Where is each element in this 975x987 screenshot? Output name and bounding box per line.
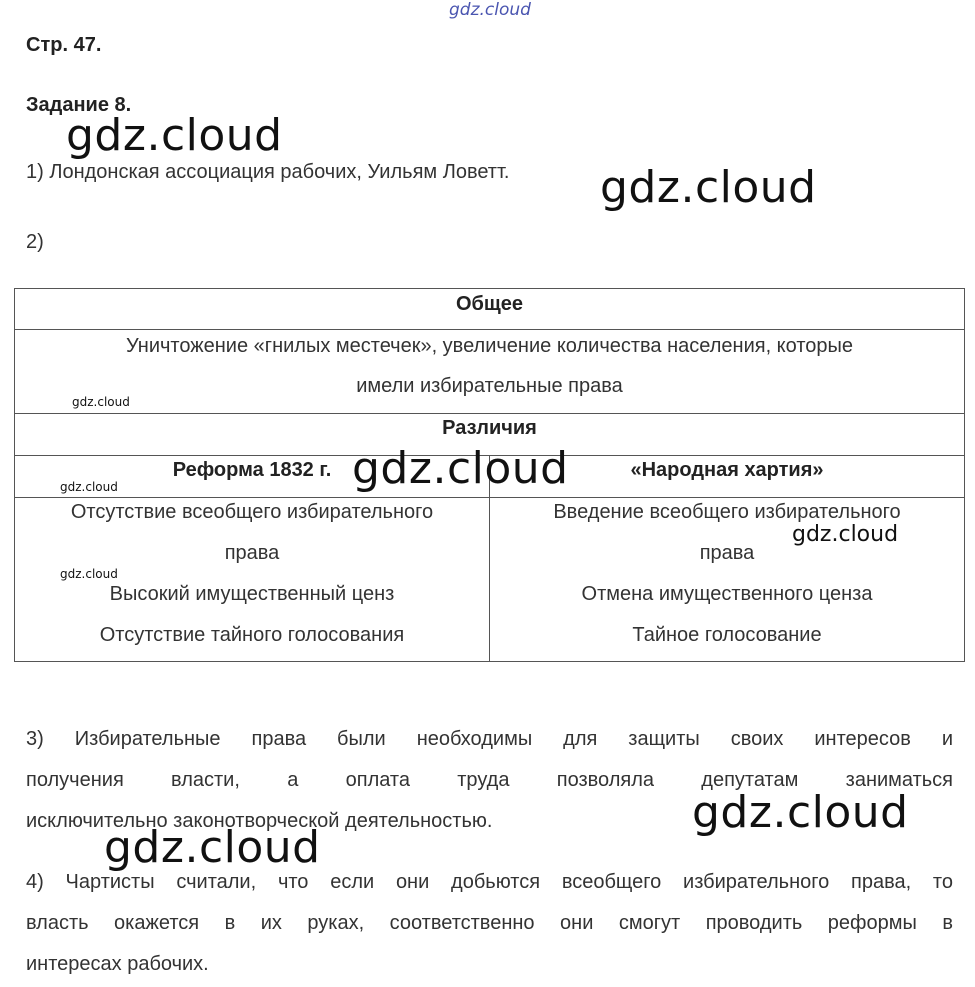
reform-cell-1a: Отсутствие всеобщего избирательного <box>70 501 434 523</box>
watermark: gdz.cloud <box>60 480 118 494</box>
watermark: gdz.cloud <box>72 395 130 409</box>
answer-1: 1) Лондонская ассоциация рабочих, Уильям Ловетт. <box>26 161 510 183</box>
col-header-reform-1832: Реформа 1832 г. <box>172 459 332 481</box>
col-header-peoples-charter: «Народная хартия» <box>630 459 824 481</box>
common-text-line-1: Уничтожение «гнилых местечек», увеличение количества населения, которые <box>125 335 854 357</box>
reform-cell-2: Высокий имущественный ценз <box>109 583 395 605</box>
answer-4-line-1: 4) Чартисты считали, что если они добьются всеобщего избирательного права, то <box>26 871 953 893</box>
answer-4 <box>26 862 953 985</box>
watermark: gdz.cloud <box>792 522 899 547</box>
answer-4-line-2: власть окажется в их руках, соответственно они смогут проводить реформы в <box>26 912 953 934</box>
answer-4-line-3: интересах рабочих. <box>26 953 209 975</box>
answer-3-line-1: 3) Избирательные права были необходимы для защиты своих интересов и <box>26 728 953 750</box>
charter-cell-1b: права <box>699 542 755 564</box>
charter-cell-3: Тайное голосование <box>632 624 822 646</box>
watermark: gdz.cloud <box>600 162 817 213</box>
common-header: Общее <box>455 293 524 315</box>
task-title: Задание 8. <box>26 94 132 116</box>
reform-cell-1b: права <box>224 542 280 564</box>
answer-2-label: 2) <box>26 231 44 253</box>
charter-cell-1a: Введение всеобщего избирательного <box>553 501 901 523</box>
common-text-line-2: имели избирательные права <box>356 375 623 397</box>
watermark: gdz.cloud <box>692 787 909 838</box>
watermark: gdz.cloud <box>60 567 118 581</box>
watermark: gdz.cloud <box>104 822 321 873</box>
page-reference: Стр. 47. <box>26 34 102 56</box>
answer-3-line-3: исключительно законотворческой деятельностью. <box>26 810 493 832</box>
charter-cell-2: Отмена имущественного ценза <box>581 583 873 605</box>
watermark-top: gdz.cloud <box>449 0 531 20</box>
reform-cell-3: Отсутствие тайного голосования <box>99 624 405 646</box>
differences-header: Различия <box>442 417 537 439</box>
watermark: gdz.cloud <box>66 110 283 161</box>
answer-3-line-2: получения власти, а оплата труда позволяла депутатам заниматься <box>26 769 953 791</box>
watermark: gdz.cloud <box>352 443 569 494</box>
